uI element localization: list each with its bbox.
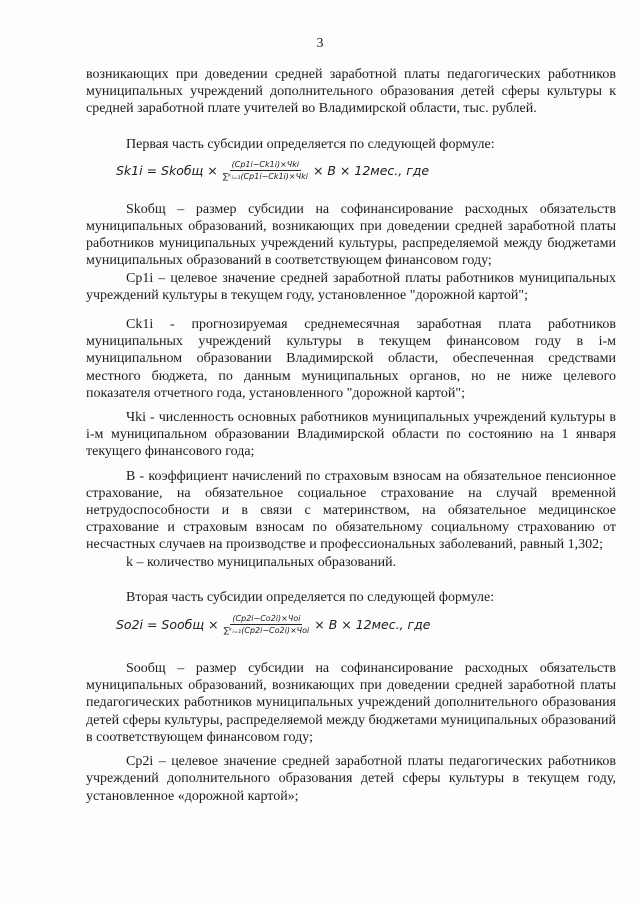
definition-chki: Чki - численность основных работников муниципальных учреждений культуры в i-м муниципальном образовании Владимирской области по состоянию на 1 января текущего финансового года; — [86, 410, 616, 460]
document-body — [86, 66, 616, 805]
formula2-lhs: So2i = Soобщ × — [116, 616, 219, 632]
formula-second-part — [116, 606, 616, 642]
definition-cp2i: Cp2i – целевое значение средней заработной платы педагогических работников учреждений дополнительного образования детей сферы культуры в текущем году, установленное «дорожной картой»; — [86, 754, 616, 804]
formula2-fraction — [224, 614, 310, 635]
formula1-numerator: (Cp1i−Ck1i)×Чki — [231, 160, 300, 170]
formula-first-part — [116, 153, 616, 189]
paragraph-first-part-heading: Первая часть субсидии определяется по следующей формуле: — [126, 136, 495, 152]
definition-skobsch: Skобщ – размер субсидии на софинансирование расходных обязательств муниципальных образований, возникающих при доведении средней заработной платы работников муниципальных учреждений культуры, распределяемой между бюджетами муниципальных образований в соответствующем финансовом году; — [86, 201, 616, 269]
definition-k-count: k – количество муниципальных образований. — [126, 554, 397, 570]
formula1-denominator: ∑ᵏᵢ₌₁(Cp1i−Ck1i)×Чki — [222, 172, 308, 182]
formula1-rhs: × B × 12мес., где — [312, 163, 430, 179]
definition-ck1i: Ck1i - прогнозируемая среднемесячная заработная плата работников муниципальных учреждений культуры в текущем финансовом году в i-м муниципальном образовании Владимирской области, обеспеченная средствами местного бюджета, по данным муниципальных органов, но не ниже целевого показателя отчетного года, установленного "дорожной картой"; — [86, 317, 616, 401]
paragraph-second-part-heading: Вторая часть субсидии определяется по следующей формуле: — [126, 589, 495, 605]
formula2-denominator: ∑ᵏᵢ₌₁(Cp2i−Co2i)×Чoi — [223, 625, 310, 635]
formula1-fraction — [223, 160, 308, 181]
definition-b-coefficient: В - коэффициент начислений по страховым взносам на обязательное пенсионное страхование, на обязательное социальное страхование на случай временной нетрудоспособности и в связи с материнством, на обязательное медицинское страхование и страховым взносам по обязательному социальному страхованию от несчастных случаев на производстве и профессиональных заболеваний, равный 1,302; — [86, 468, 616, 553]
formula2-rhs: × B × 12мес., где — [314, 616, 431, 632]
definition-cp1i: Cp1i – целевое значение средней заработной платы работников муниципальных учреждений культуры в текущем году, установленное "дорожной картой"; — [86, 270, 616, 303]
formula1-lhs: Sk1i = Skобщ × — [116, 163, 218, 179]
formula2-numerator: (Cp2i−Co2i)×Чoi — [232, 613, 301, 623]
paragraph-intro-continuation: возникающих при доведении средней заработной платы педагогических работников муниципальных учреждений дополнительного образования детей сферы культуры к средней заработной плате учителей во Владимирской области, тыс. рублей. — [86, 67, 616, 117]
definition-soobsch: Soобщ – размер субсидии на софинансирование расходных обязательств муниципальных образований, возникающих при доведении средней заработной платы педагогических работников муниципальных учреждений дополнительного образования детей сферы культуры, распределяемой между бюджетами муниципальных образований в соответствующем финансовом году; — [86, 661, 616, 745]
page-number: 3 — [316, 36, 324, 51]
